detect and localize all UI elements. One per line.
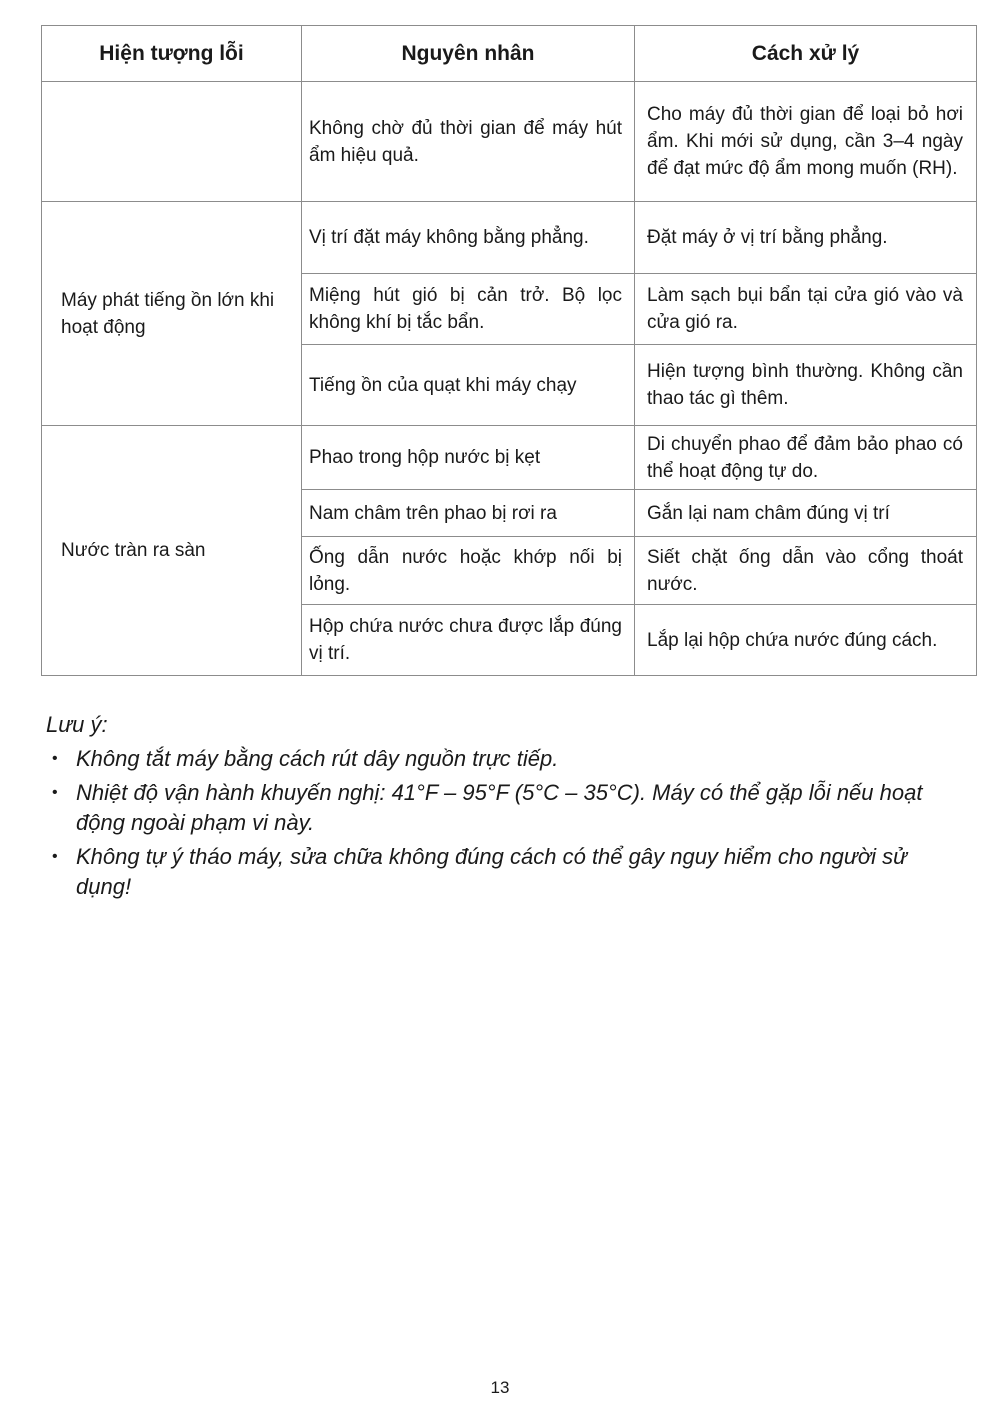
fix-cell: Hiện tượng bình thường. Không cần thao tác gì thêm. bbox=[635, 345, 977, 426]
notes-section bbox=[46, 710, 966, 902]
fix-cell: Làm sạch bụi bẩn tại cửa gió vào và cửa gió ra. bbox=[635, 274, 977, 345]
phenomenon-cell: Nước tràn ra sàn bbox=[42, 426, 302, 676]
cause-cell: Vị trí đặt máy không bằng phẳng. bbox=[302, 202, 635, 274]
note-text: Nhiệt độ vận hành khuyến nghị: 41°F – 95°F (5°C – 35°C). Máy có thể gặp lỗi nếu hoạt động ngoài phạm vi này. bbox=[76, 780, 923, 835]
troubleshooting-table-container bbox=[41, 25, 976, 676]
note-item bbox=[46, 744, 966, 774]
note-text: Không tự ý tháo máy, sửa chữa không đúng cách có thể gây nguy hiểm cho người sử dụng! bbox=[76, 844, 908, 899]
bullet-icon: • bbox=[52, 784, 58, 801]
fix-cell: Gắn lại nam châm đúng vị trí bbox=[635, 490, 977, 537]
cause-cell: Phao trong hộp nước bị kẹt bbox=[302, 426, 635, 490]
table-row bbox=[42, 202, 977, 274]
fix-cell: Cho máy đủ thời gian để loại bỏ hơi ẩm. Khi mới sử dụng, cần 3–4 ngày để đạt mức độ ẩm mong muốn (RH). bbox=[635, 82, 977, 202]
note-text: Không tắt máy bằng cách rút dây nguồn trực tiếp. bbox=[76, 746, 559, 771]
fix-cell: Lắp lại hộp chứa nước đúng cách. bbox=[635, 605, 977, 676]
cause-cell: Miệng hút gió bị cản trở. Bộ lọc không khí bị tắc bẩn. bbox=[302, 274, 635, 345]
cause-cell: Không chờ đủ thời gian để máy hút ẩm hiệu quả. bbox=[302, 82, 635, 202]
table-row bbox=[42, 82, 977, 202]
note-item bbox=[46, 842, 966, 902]
header-phenomenon: Hiện tượng lỗi bbox=[42, 26, 302, 82]
fix-cell: Đặt máy ở vị trí bằng phẳng. bbox=[635, 202, 977, 274]
bullet-icon: • bbox=[52, 848, 58, 865]
header-cause: Nguyên nhân bbox=[302, 26, 635, 82]
phenomenon-cell bbox=[42, 82, 302, 202]
cause-cell: Hộp chứa nước chưa được lắp đúng vị trí. bbox=[302, 605, 635, 676]
table-row bbox=[42, 426, 977, 490]
note-item bbox=[46, 778, 966, 838]
cause-cell: Tiếng ồn của quạt khi máy chạy bbox=[302, 345, 635, 426]
notes-title: Lưu ý: bbox=[46, 712, 108, 737]
cause-cell: Nam châm trên phao bị rơi ra bbox=[302, 490, 635, 537]
header-fix: Cách xử lý bbox=[635, 26, 977, 82]
cause-cell: Ống dẫn nước hoặc khớp nối bị lỏng. bbox=[302, 537, 635, 605]
page-number: 13 bbox=[490, 1378, 510, 1397]
fix-cell: Di chuyển phao để đảm bảo phao có thể hoạt động tự do. bbox=[635, 426, 977, 490]
table-header-row bbox=[42, 26, 977, 82]
phenomenon-cell: Máy phát tiếng ồn lớn khi hoạt động bbox=[42, 202, 302, 426]
bullet-icon: • bbox=[52, 750, 58, 767]
troubleshooting-table bbox=[41, 25, 977, 676]
fix-cell: Siết chặt ống dẫn vào cổng thoát nước. bbox=[635, 537, 977, 605]
